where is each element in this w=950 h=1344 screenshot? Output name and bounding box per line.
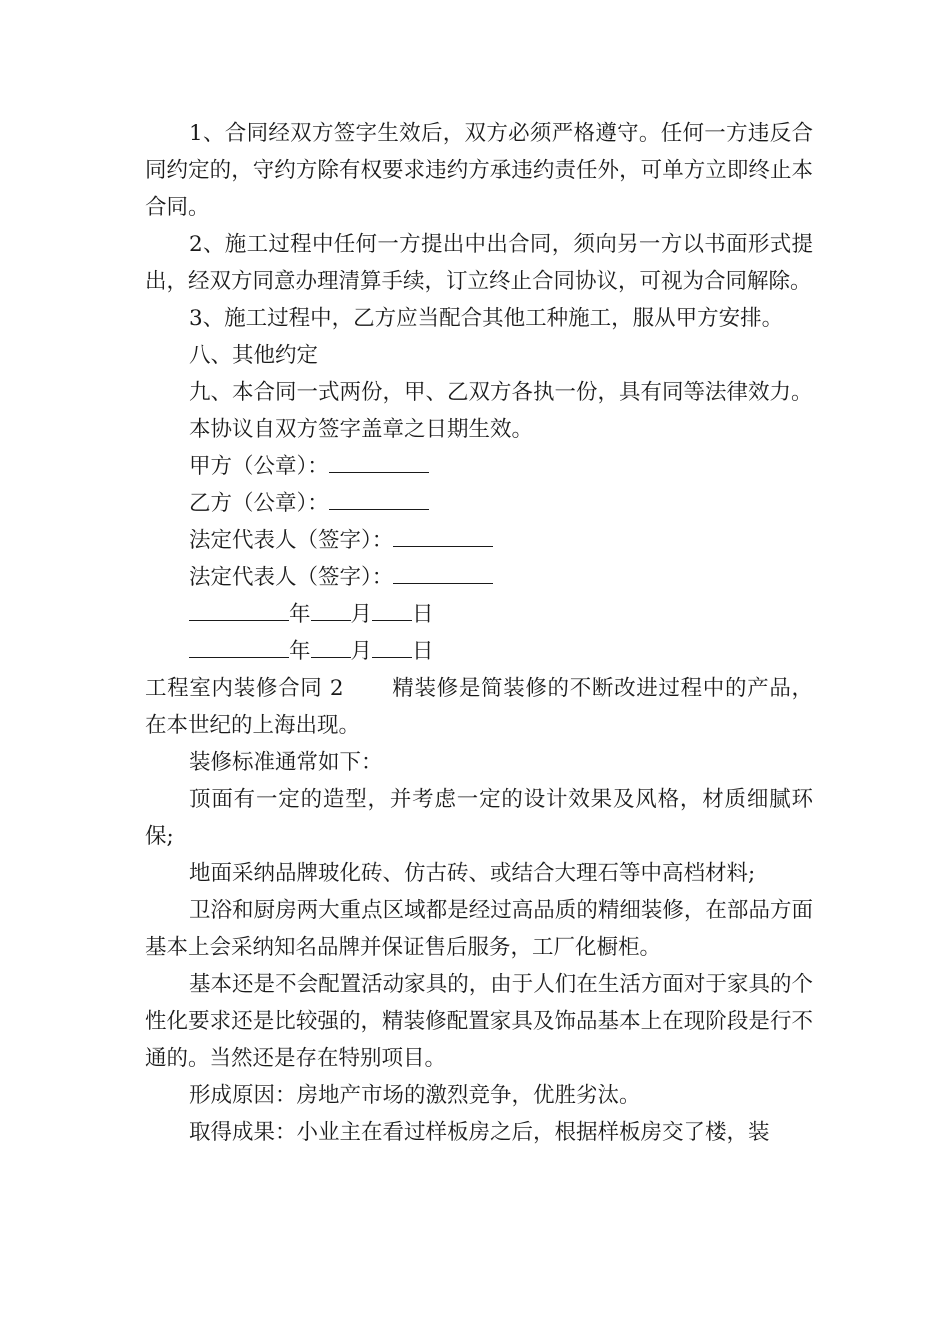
date-line-b — [145, 633, 813, 670]
month-blank — [311, 635, 351, 658]
result-paragraph: 取得成果：小业主在看过样板房之后，根据样板房交了楼，装 — [189, 1120, 770, 1145]
furniture-paragraph: 基本还是不会配置活动家具的，由于人们在生活方面对于家具的个性化要求还是比较强的，精装修配置家具及饰品基本上在现阶段是行不通的。当然还是存在特别项目。 — [145, 972, 813, 1071]
day-label: 日 — [412, 639, 434, 664]
day-label: 日 — [412, 602, 434, 627]
rep-b-blank — [393, 561, 493, 584]
date-line-a — [145, 596, 813, 633]
section-2-heading: 工程室内装修合同 2 — [145, 676, 344, 701]
clause-2: 2、施工过程中任何一方提出中出合同，须向另一方以书面形式提出，经双方同意办理清算手续，订立终止合同协议，可视为合同解除。 — [145, 232, 813, 294]
effective-clause: 本协议自双方签字盖章之日期生效。 — [189, 417, 534, 442]
party-b-blank — [329, 487, 429, 510]
clause-3: 3、施工过程中，乙方应当配合其他工种施工，服从甲方安排。 — [189, 306, 784, 331]
year-blank — [189, 635, 289, 658]
month-blank — [311, 598, 351, 621]
rep-a-signature — [145, 522, 813, 559]
year-blank — [189, 598, 289, 621]
party-a-blank — [329, 450, 429, 473]
section-9-clause: 九、本合同一式两份，甲、乙双方各执一份，具有同等法律效力。 — [189, 380, 813, 405]
standards-heading: 装修标准通常如下： — [189, 750, 383, 775]
party-b-label: 乙方（公章）： — [189, 491, 329, 516]
rep-a-label: 法定代表人（签字）： — [189, 528, 394, 553]
month-label: 月 — [350, 602, 373, 627]
rep-b-label: 法定代表人（签字）： — [189, 565, 394, 590]
year-label: 年 — [289, 639, 311, 664]
standard-ceiling: 顶面有一定的造型，并考虑一定的设计效果及风格，材质细腻环保; — [145, 787, 813, 849]
cause-paragraph: 形成原因：房地产市场的激烈竞争，优胜劣汰。 — [189, 1083, 641, 1108]
standard-floor: 地面采纳品牌玻化砖、仿古砖、或结合大理石等中高档材料; — [189, 861, 756, 886]
party-b-signature — [145, 485, 813, 522]
document-body — [145, 115, 813, 1151]
day-blank — [372, 598, 412, 621]
section-2-intro-text: 精装修是简装修的不断改进过程中的产品，在本世纪的上海出现。 — [145, 676, 813, 738]
section-2-intro — [145, 670, 813, 744]
rep-a-blank — [393, 524, 493, 547]
section-8-heading: 八、其他约定 — [189, 343, 319, 368]
standard-bath-kitchen: 卫浴和厨房两大重点区域都是经过高品质的精细装修，在部品方面基本上会采纳知名品牌并保证售后服务，工厂化橱柜。 — [145, 898, 813, 960]
party-a-label: 甲方（公章）： — [189, 454, 329, 479]
year-label: 年 — [289, 602, 311, 627]
day-blank — [372, 635, 412, 658]
clause-1: 1、合同经双方签字生效后，双方必须严格遵守。任何一方违反合同约定的，守约方除有权要求违约方承违约责任外，可单方立即终止本合同。 — [145, 121, 813, 220]
month-label: 月 — [350, 639, 373, 664]
rep-b-signature — [145, 559, 813, 596]
party-a-signature — [145, 448, 813, 485]
